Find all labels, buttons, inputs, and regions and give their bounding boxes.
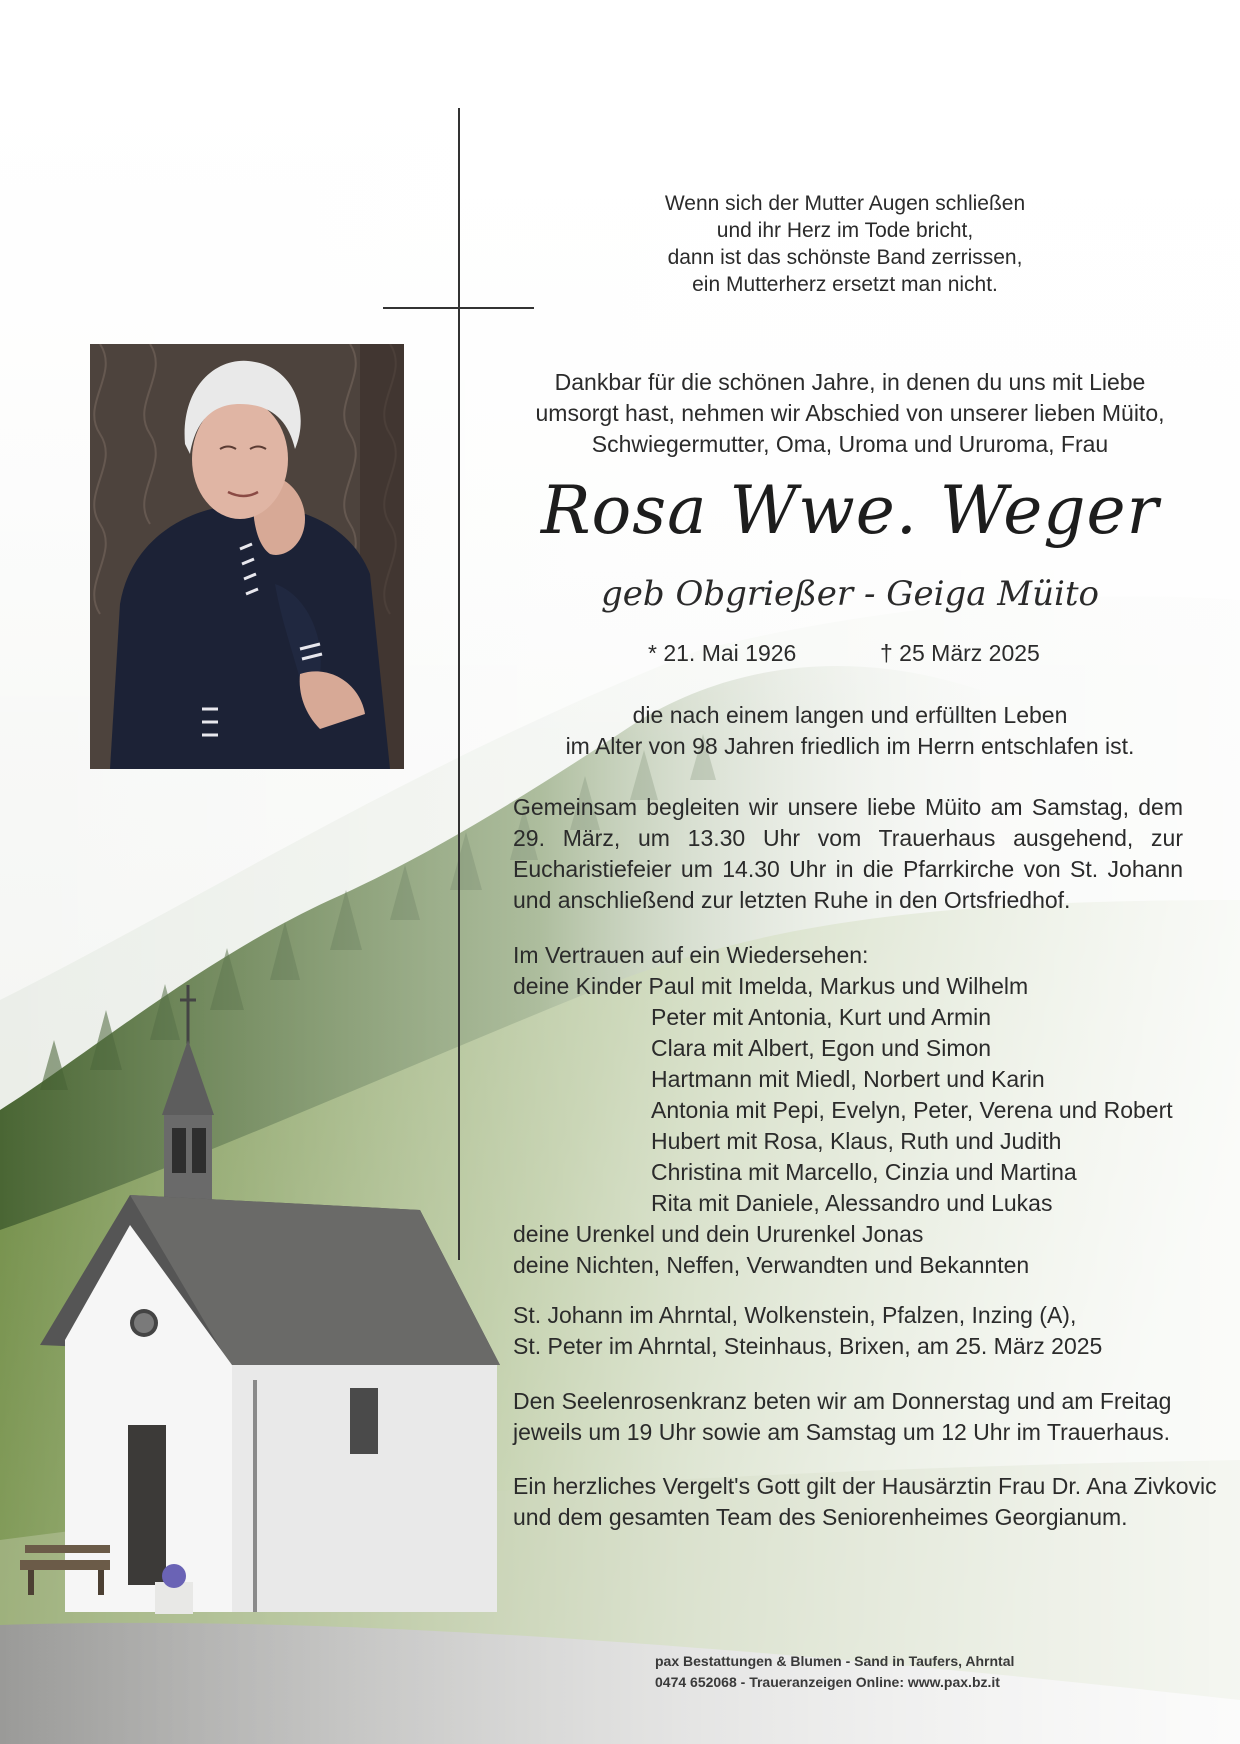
poem-line: Wenn sich der Mutter Augen schließen [664, 192, 1026, 215]
intro-line: Dankbar für die schönen Jahre, in denen du uns mit Liebe [554, 369, 1146, 395]
places-line: St. Johann im Ahrntal, Wolkenstein, Pfalzen, Inzing (A), [513, 1302, 1077, 1328]
birth-date: * 21. Mai 1926 [648, 640, 797, 666]
relatives-line: deine Nichten, Neffen, Verwandten und Bekannten [513, 1252, 1030, 1278]
children-line: Rita mit Daniele, Alessandro und Lukas [651, 1190, 1053, 1216]
rosary-line: jeweils um 19 Uhr sowie am Samstag um 12 Uhr im Trauerhaus. [513, 1419, 1171, 1445]
intro-line: Schwiegermutter, Oma, Uroma und Ururoma, Frau [591, 431, 1109, 457]
thanks-line: Ein herzliches Vergelt's Gott gilt der Hausärztin Frau Dr. Ana Zivkovic [513, 1473, 1217, 1499]
children-line: deine Kinder Paul mit Imelda, Markus und Wilhelm [513, 973, 1029, 999]
places-and-date [513, 1300, 1203, 1362]
poem-line: und ihr Herz im Tode bricht, [716, 219, 974, 242]
poem-line: ein Mutterherz ersetzt man nicht. [692, 273, 998, 296]
children-line: Hubert mit Rosa, Klaus, Ruth und Judith [651, 1128, 1062, 1154]
thanks-notice [513, 1471, 1217, 1533]
funeral-line: Eucharistiefeier um 14.30 Uhr in die Pfarrkirche von St. Johann [513, 856, 1183, 882]
places-line: St. Peter im Ahrntal, Steinhaus, Brixen, am 25. März 2025 [513, 1333, 1103, 1359]
funeral-details [513, 792, 1183, 916]
memorial-poem [560, 190, 1130, 298]
funeral-line: 29. März, um 13.30 Uhr vom Trauerhaus ausgehend, zur [513, 825, 1183, 851]
rosary-line: Den Seelenrosenkranz beten wir am Donnerstag und am Freitag [513, 1388, 1172, 1414]
passing-text [520, 700, 1180, 762]
mourners-list [513, 940, 1203, 1281]
intro-text [500, 367, 1200, 460]
poem-line: dann ist das schönste Band zerrissen, [667, 246, 1023, 269]
intro-line: umsorgt hast, nehmen wir Abschied von unserer lieben Müito, [535, 400, 1165, 426]
children-line: Christina mit Marcello, Cinzia und Martina [651, 1159, 1077, 1185]
death-date: † 25 März 2025 [880, 640, 1040, 666]
cross-horizontal-line [383, 307, 534, 309]
maiden-name: geb Obgrießer - Geiga Müito [600, 574, 1099, 614]
rosary-notice [513, 1386, 1203, 1448]
children-line: Peter mit Antonia, Kurt und Armin [651, 1004, 992, 1030]
passing-line: die nach einem langen und erfüllten Leben [632, 702, 1068, 728]
grandchildren-line: deine Urenkel und dein Ururenkel Jonas [513, 1221, 924, 1247]
funeral-home-footer [655, 1651, 1014, 1693]
children-line: Clara mit Albert, Egon und Simon [651, 1035, 992, 1061]
thanks-line: und dem gesamten Team des Seniorenheimes Georgianum. [513, 1504, 1128, 1530]
passing-line: im Alter von 98 Jahren friedlich im Herrn entschlafen ist. [565, 733, 1135, 759]
footer-line: pax Bestattungen & Blumen - Sand in Taufers, Ahrntal [655, 1653, 1015, 1669]
footer-line: 0474 652068 - Traueranzeigen Online: www.pax.bz.it [655, 1674, 1000, 1690]
funeral-line: und anschließend zur letzten Ruhe in den Ortsfriedhof. [513, 887, 1071, 913]
mourners-heading: Im Vertrauen auf ein Wiedersehen: [513, 942, 869, 968]
portrait-photo [90, 344, 404, 769]
children-line: Antonia mit Pepi, Evelyn, Peter, Verena und Robert [651, 1097, 1173, 1123]
deceased-name: Rosa Wwe. Weger [540, 472, 1160, 549]
cross-vertical-line [458, 108, 460, 1260]
funeral-line: Gemeinsam begleiten wir unsere liebe Müito am Samstag, dem [513, 794, 1183, 820]
children-line: Hartmann mit Miedl, Norbert und Karin [651, 1066, 1045, 1092]
